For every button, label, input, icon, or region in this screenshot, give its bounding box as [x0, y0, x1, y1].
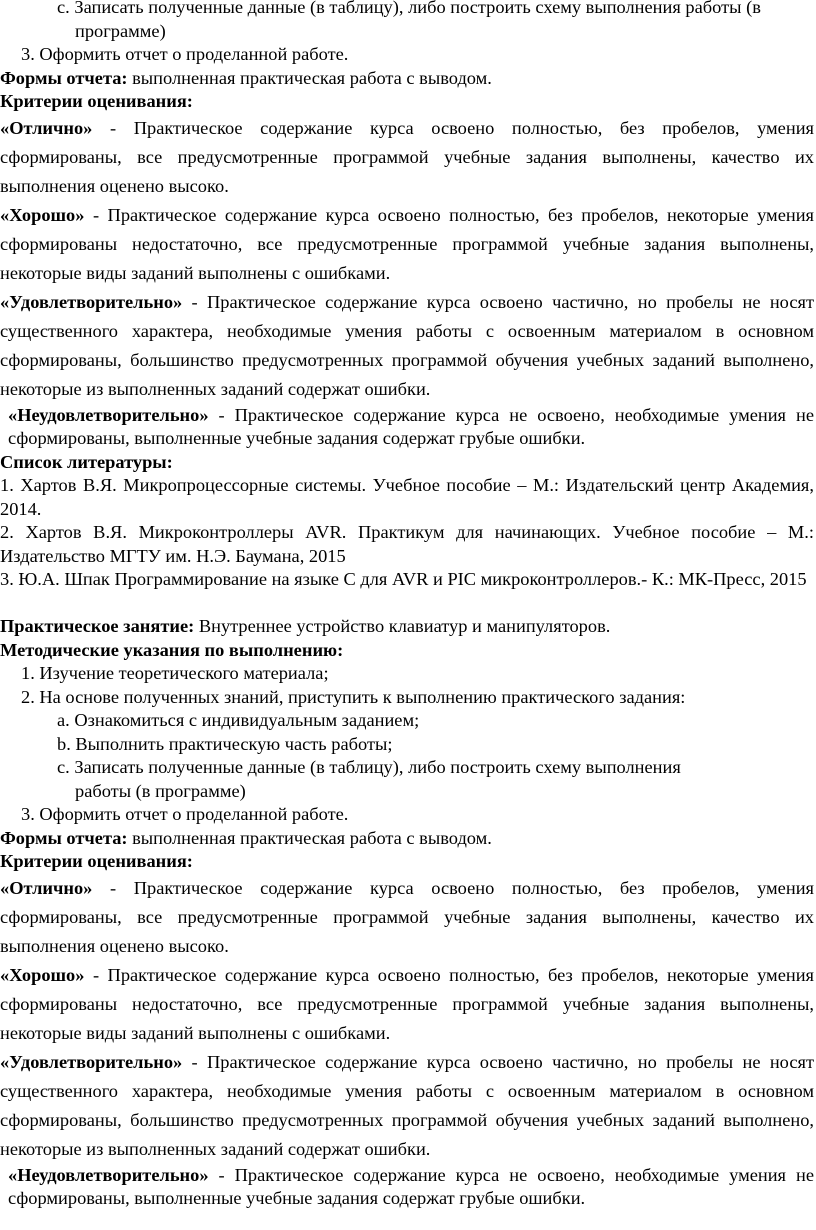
method-substep-a: a. Ознакомиться с индивидуальным заданием;: [57, 710, 420, 730]
criteria-heading: Критерии оценивания:: [0, 91, 193, 111]
method-step-1: 1. Изучение теоретического материала;: [21, 663, 329, 683]
method-heading: Методические указания по выполнению:: [0, 639, 344, 660]
criteria-unsatisfactory: [0, 404, 816, 451]
criteria-heading-2: Критерии оценивания:: [0, 851, 193, 871]
literature-heading: Список литературы:: [0, 451, 173, 472]
method-step-2: 2. На основе полученных знаний, приступить к выполнению практического задания:: [21, 686, 686, 707]
method-substep-c-line2: работы (в программе): [75, 780, 246, 801]
criteria-satisfactory: [0, 288, 816, 404]
criteria-excellent-2-label: «Отлично»: [0, 877, 93, 898]
method-step-3: 3. Оформить отчет о проделанной работе.: [21, 804, 349, 824]
criteria-excellent-text: - Практическое содержание курса освоено полностью, без пробелов, умения сформированы, все предусмотренные программой учебные задания выполнены, качество их выполнения оценено высоко.: [0, 117, 814, 196]
criteria-satisfactory-label: «Удовлетворительно»: [0, 291, 183, 312]
method-substep-b: b. Выполнить практическую часть работы;: [57, 733, 393, 754]
practice-text: Внутреннее устройство клавиатур и манипуляторов.: [194, 616, 611, 636]
report-form-2-label: Формы отчета:: [0, 827, 128, 848]
literature-item-2: 2. Хартов В.Я. Микроконтроллеры AVR. Практикум для начинающих. Учебное пособие – М.: Издательство МГТУ им. Н.Э. Баумана, 2015: [0, 522, 814, 566]
blank-line: [0, 592, 816, 616]
criteria-excellent: [0, 114, 816, 201]
report-form-text: выполненная практическая работа с выводом.: [127, 67, 492, 88]
criteria-good-2-text: - Практическое содержание курса освоено полностью, без пробелов, некоторые умения сформированы недостаточно, все предусмотренные программой учебные задания выполнены, некоторые виды заданий выполнены с ошибками.: [0, 964, 814, 1043]
task-step-c: [0, 0, 816, 43]
task-step-c-text: c. Записать полученные данные (в таблицу), либо построить схему выполнения работы (в программе): [57, 0, 761, 41]
criteria-excellent-2: [0, 874, 816, 961]
criteria-good-2-label: «Хорошо»: [0, 964, 85, 985]
report-form: [0, 67, 816, 91]
criteria-unsatisfactory-label: «Неудовлетворительно»: [8, 404, 209, 425]
method-substep-c: [0, 756, 816, 803]
task-step-3: 3. Оформить отчет о проделанной работе.: [21, 44, 349, 64]
literature-item-1: 1. Хартов В.Я. Микропроцессорные системы. Учебное пособие – М.: Издательский центр Академия, 2014.: [0, 475, 814, 519]
method-substep-c-line1: c. Записать полученные данные (в таблицу), либо построить схему выполнения: [57, 757, 681, 777]
criteria-satisfactory-2: [0, 1048, 816, 1164]
report-form-2: [0, 827, 816, 851]
report-form-2-text: выполненная практическая работа с выводом.: [127, 827, 492, 848]
criteria-unsatisfactory-text: - Практическое содержание курса не освоено, необходимые умения не сформированы, выполненные учебные задания содержат грубые ошибки.: [8, 404, 814, 448]
criteria-satisfactory-2-label: «Удовлетворительно»: [0, 1051, 183, 1072]
criteria-satisfactory-2-text: - Практическое содержание курса освоено частично, но пробелы не носят существенного характера, необходимые умения работы с освоенным материалом в основном сформированы, большинство предусмотренных программой обучения учебных заданий выполнено, некоторые из выполненных заданий содержат ошибки.: [0, 1051, 814, 1159]
criteria-satisfactory-text: - Практическое содержание курса освоено частично, но пробелы не носят существенного характера, необходимые умения работы с освоенным материалом в основном сформированы, большинство предусмотренных программой обучения учебных заданий выполнено, некоторые из выполненных заданий содержат ошибки.: [0, 291, 814, 399]
criteria-excellent-label: «Отлично»: [0, 117, 93, 138]
practice-title: [0, 615, 816, 639]
practice-label: Практическое занятие:: [0, 616, 195, 636]
criteria-unsatisfactory-2-text: - Практическое содержание курса не освоено, необходимые умения не сформированы, выполненные учебные задания содержат грубые ошибки.: [8, 1164, 814, 1208]
criteria-good: [0, 201, 816, 288]
criteria-unsatisfactory-2-label: «Неудовлетворительно»: [8, 1164, 209, 1185]
criteria-unsatisfactory-2: [0, 1164, 816, 1211]
literature-item-3: 3. Ю.А. Шпак Программирование на языке С для AVR и PIC микроконтроллеров.- К.: МК-Пресс, 2015: [0, 569, 807, 589]
criteria-good-2: [0, 961, 816, 1048]
criteria-good-label: «Хорошо»: [0, 204, 85, 225]
report-form-label: Формы отчета:: [0, 67, 128, 88]
criteria-excellent-2-text: - Практическое содержание курса освоено полностью, без пробелов, умения сформированы, все предусмотренные программой учебные задания выполнены, качество их выполнения оценено высоко.: [0, 877, 814, 956]
criteria-good-text: - Практическое содержание курса освоено полностью, без пробелов, некоторые умения сформированы недостаточно, все предусмотренные программой учебные задания выполнены, некоторые виды заданий выполнены с ошибками.: [0, 204, 814, 283]
